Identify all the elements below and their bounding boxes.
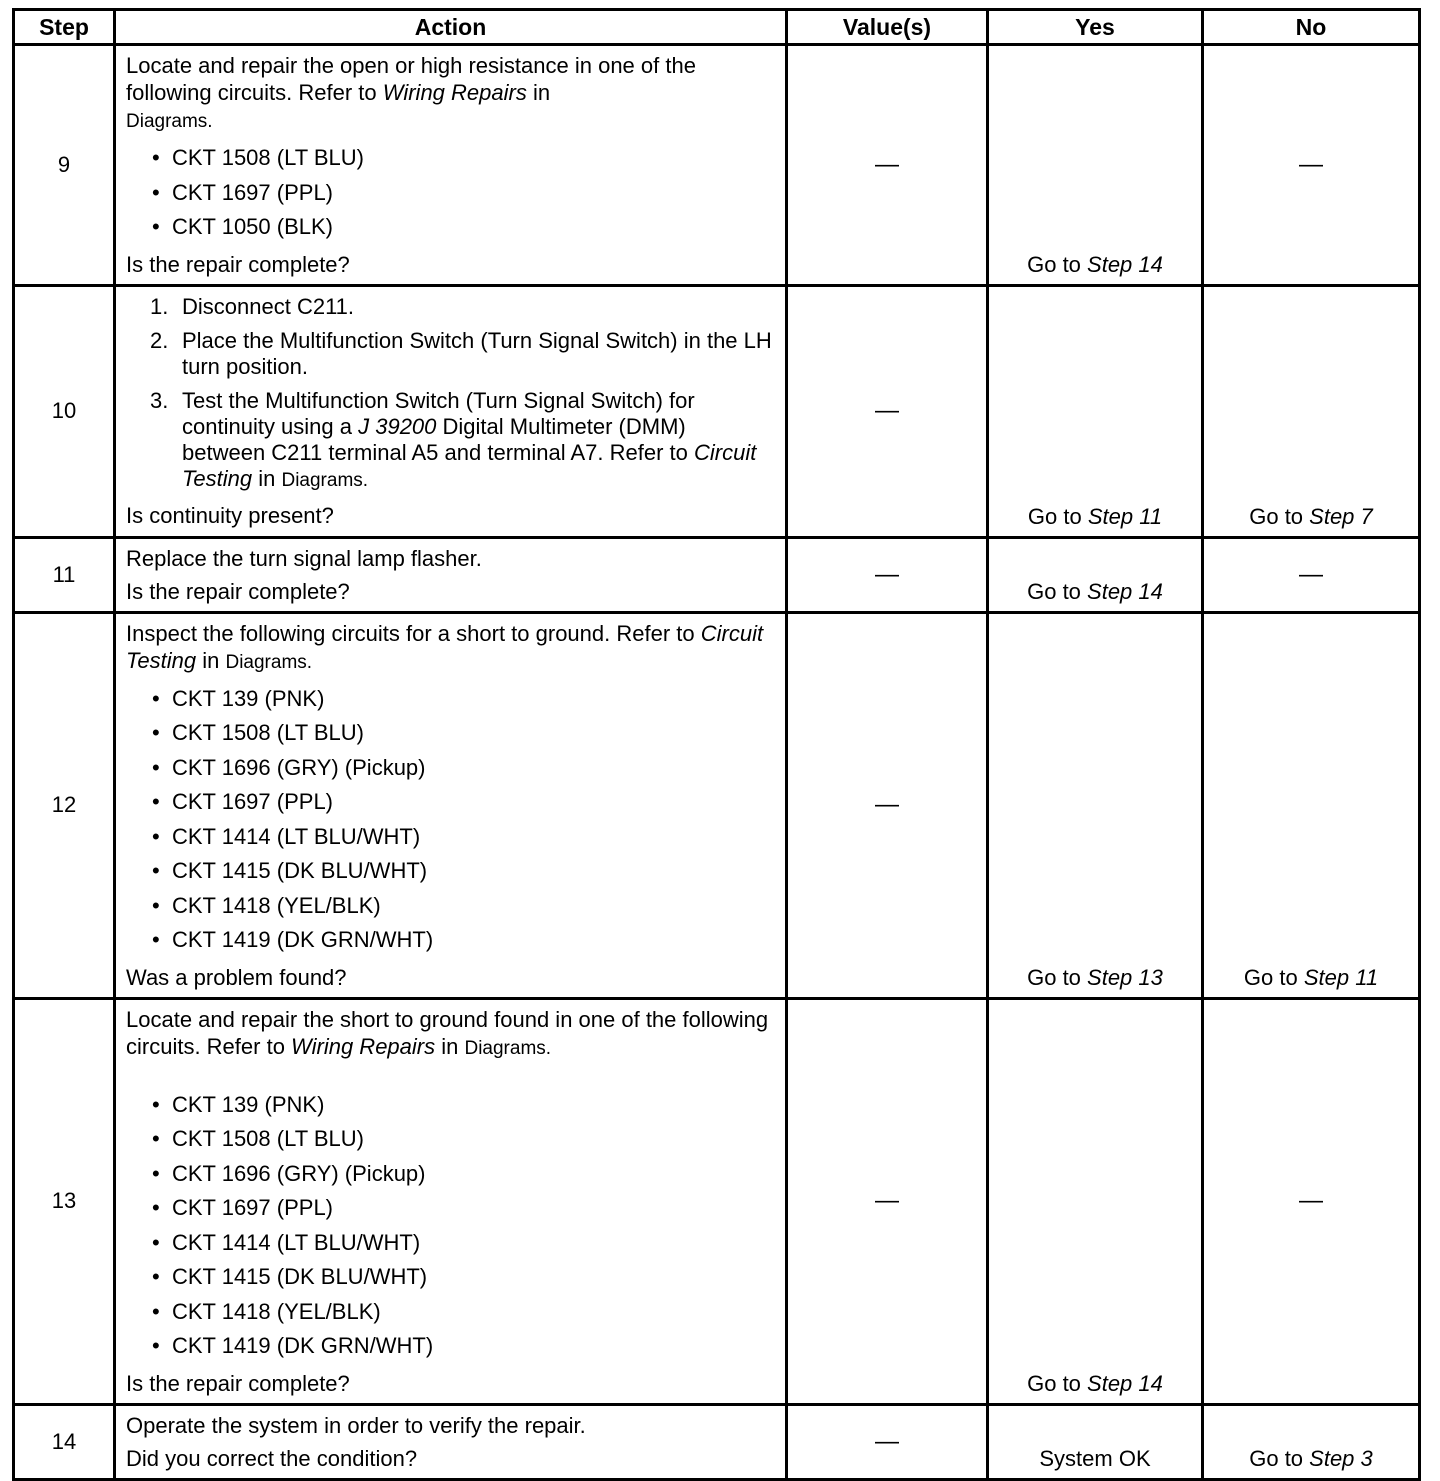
circuit-list	[126, 141, 775, 245]
list-item: • CKT 1414 (LT BLU/WHT)	[152, 820, 775, 855]
yes-cell	[988, 998, 1203, 1404]
yes-result: System OK	[1039, 1445, 1151, 1471]
table-row-step-12	[14, 612, 1420, 998]
no-cell	[1203, 1404, 1420, 1479]
no-cell	[1203, 45, 1420, 286]
action-question: Was a problem found?	[126, 964, 347, 990]
header-action: Action	[115, 10, 787, 45]
value-cell: —	[787, 612, 988, 998]
yes-cell	[988, 612, 1203, 998]
list-item: • CKT 1415 (DK BLU/WHT)	[152, 1260, 775, 1295]
list-item: 1. Disconnect C211.	[150, 293, 355, 319]
procedure-list	[126, 294, 775, 494]
yes-cell	[988, 1404, 1203, 1479]
list-item: • CKT 1696 (GRY) (Pickup)	[152, 751, 775, 786]
step-number: 10	[14, 285, 115, 537]
step-number: 9	[14, 45, 115, 286]
no-value: —	[1299, 560, 1323, 588]
value-cell: —	[787, 285, 988, 537]
header-row	[14, 10, 1420, 45]
no-cell	[1203, 612, 1420, 998]
action-question: Is the repair complete?	[126, 578, 350, 604]
table-row-step-9	[14, 45, 1420, 286]
action-text: Replace the turn signal lamp flasher.	[126, 545, 482, 571]
no-value: —	[1299, 150, 1323, 178]
list-item: • CKT 1414 (LT BLU/WHT)	[152, 1226, 775, 1261]
step-number: 13	[14, 998, 115, 1404]
list-item: 2. Place the Multifunction Switch (Turn Signal Switch) in the LH turn position.	[150, 327, 772, 379]
yes-cell	[988, 285, 1203, 537]
list-item: • CKT 1419 (DK GRN/WHT)	[152, 923, 775, 958]
step-number: 11	[14, 537, 115, 612]
no-cell	[1203, 285, 1420, 537]
header-yes: Yes	[988, 10, 1203, 45]
yes-link: Go to Step 14	[1027, 578, 1163, 604]
value-cell: —	[787, 998, 988, 1404]
action-intro: Locate and repair the short to ground found in one of the following circuits. Refer to Wiring Repairs in Diagrams.	[126, 1006, 769, 1059]
action-cell	[115, 285, 787, 537]
list-item: • CKT 1419 (DK GRN/WHT)	[152, 1329, 775, 1364]
list-item: • CKT 1418 (YEL/BLK)	[152, 1295, 775, 1330]
action-cell	[115, 1404, 787, 1479]
yes-link: Go to Step 14	[1027, 251, 1163, 277]
no-value: —	[1299, 1187, 1323, 1214]
no-link: Go to Step 3	[1249, 1445, 1373, 1471]
action-intro: Inspect the following circuits for a short to ground. Refer to Circuit Testing in Diagrams.	[126, 620, 764, 673]
diagnostic-table	[12, 8, 1421, 1481]
yes-link: Go to Step 13	[1027, 964, 1163, 990]
list-item: • CKT 139 (PNK)	[152, 1088, 775, 1123]
list-item: • CKT 1418 (YEL/BLK)	[152, 889, 775, 924]
no-link: Go to Step 7	[1249, 503, 1373, 529]
list-item: • CKT 1696 (GRY) (Pickup)	[152, 1157, 775, 1192]
list-item: • CKT 1050 (BLK)	[152, 210, 775, 245]
header-no: No	[1203, 10, 1420, 45]
value-cell: —	[787, 45, 988, 286]
list-item: • CKT 1697 (PPL)	[152, 176, 775, 211]
list-item: • CKT 1508 (LT BLU)	[152, 141, 775, 176]
table-row-step-14	[14, 1404, 1420, 1479]
action-cell	[115, 998, 787, 1404]
table-row-step-13	[14, 998, 1420, 1404]
no-link: Go to Step 11	[1243, 964, 1379, 990]
header-step: Step	[14, 10, 115, 45]
value-cell: —	[787, 537, 988, 612]
list-item: 3. Test the Multifunction Switch (Turn Signal Switch) for continuity using a J 39200 Digital Multimeter (DMM) between C211 terminal A5 and terminal A7. Refer to Circuit Testing in Diagrams.	[150, 387, 757, 491]
action-question: Did you correct the condition?	[126, 1445, 418, 1471]
action-question: Is the repair complete?	[126, 1370, 350, 1396]
header-values: Value(s)	[787, 10, 988, 45]
yes-link: Go to Step 11	[1027, 503, 1163, 529]
action-cell	[115, 45, 787, 286]
yes-cell	[988, 537, 1203, 612]
yes-link: Go to Step 14	[1027, 1370, 1163, 1396]
step-number: 12	[14, 612, 115, 998]
action-question: Is the repair complete?	[126, 251, 350, 277]
list-item: • CKT 1697 (PPL)	[152, 785, 775, 820]
action-question: Is continuity present?	[126, 502, 334, 528]
list-item: • CKT 1697 (PPL)	[152, 1191, 775, 1226]
yes-cell	[988, 45, 1203, 286]
step-number: 14	[14, 1404, 115, 1479]
list-item: • CKT 1415 (DK BLU/WHT)	[152, 854, 775, 889]
list-item: • CKT 1508 (LT BLU)	[152, 716, 775, 751]
no-cell	[1203, 537, 1420, 612]
list-item: • CKT 1508 (LT BLU)	[152, 1122, 775, 1157]
table-row-step-11	[14, 537, 1420, 612]
no-cell	[1203, 998, 1420, 1404]
action-cell	[115, 612, 787, 998]
action-text: Operate the system in order to verify the repair.	[126, 1412, 586, 1438]
list-item: • CKT 139 (PNK)	[152, 682, 775, 717]
circuit-list	[126, 1088, 775, 1364]
value-cell: —	[787, 1404, 988, 1479]
table-row-step-10	[14, 285, 1420, 537]
action-intro: Locate and repair the open or high resistance in one of the following circuits. Refer to Wiring Repairs in Diagrams.	[126, 53, 696, 132]
action-cell	[115, 537, 787, 612]
circuit-list	[126, 682, 775, 958]
